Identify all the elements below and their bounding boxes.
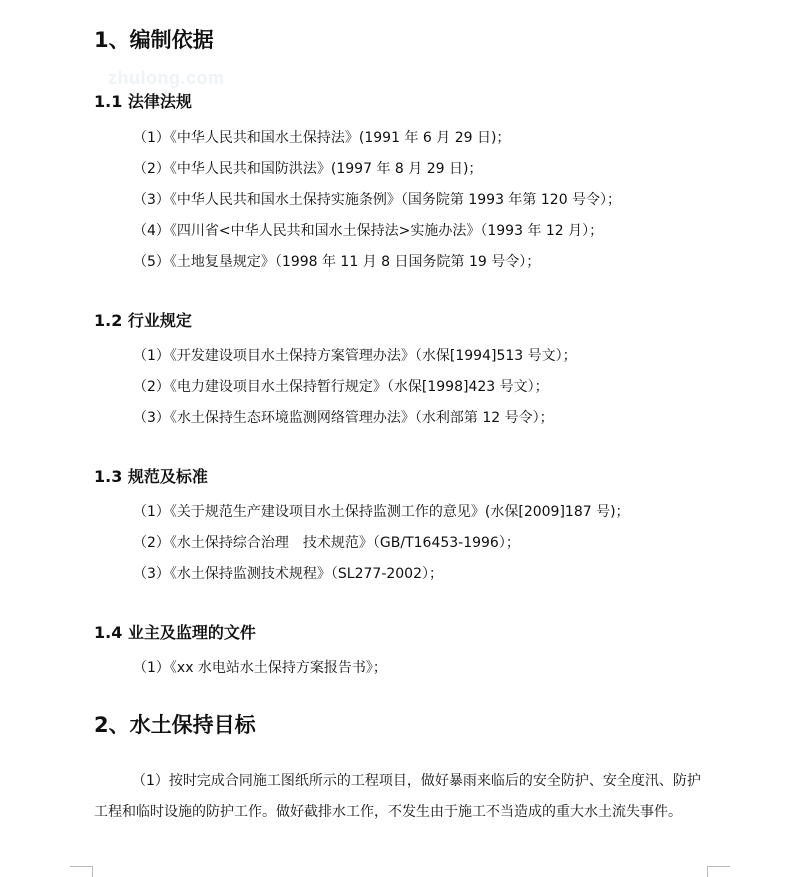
list-item: （1）《中华人民共和国水土保持法》(1991 年 6 月 29 日)； <box>133 130 511 146</box>
list-item: （3）《水土保持监测技术规程》（SL277-2002）； <box>133 566 443 582</box>
subsection-1-1-heading: 1.1 法律法规 <box>94 92 192 111</box>
list-item: （2）《水土保持综合治理 技术规范》（GB/T16453-1996）； <box>133 535 520 551</box>
subsection-1-3-heading: 1.3 规范及标准 <box>94 467 208 486</box>
list-item: （2）《中华人民共和国防洪法》(1997 年 8 月 29 日)； <box>133 161 483 177</box>
list-item: （4）《四川省<中华人民共和国水土保持法>实施办法》（1993 年 12 月）； <box>133 223 604 239</box>
body-paragraph: （1）按时完成合同施工图纸所示的工程项目，做好暴雨来临后的安全防护、安全度汛、防护工程和临时设施的防护工作。做好截排水工作，不发生由于施工不当造成的重大水土流失事件。 <box>94 773 701 820</box>
list-item: （5）《土地复垦规定》（1998 年 11 月 8 日国务院第 19 号令）； <box>133 254 541 270</box>
subsection-1-4-heading: 1.4 业主及监理的文件 <box>94 623 256 642</box>
subsection-1-2-heading: 1.2 行业规定 <box>94 311 192 330</box>
section-1-heading: 1、编制依据 <box>94 28 214 52</box>
list-item: （1）《xx 水电站水土保持方案报告书》； <box>133 660 387 676</box>
page-corner-mark-left <box>70 866 93 877</box>
page-corner-mark-right <box>707 866 730 877</box>
list-item: （1）《关于规范生产建设项目水土保持监测工作的意见》(水保[2009]187 号)； <box>133 504 630 520</box>
list-item: （3）《中华人民共和国水土保持实施条例》（国务院第 1993 年第 120 号令）； <box>133 192 622 208</box>
list-item: （1）《开发建设项目水土保持方案管理办法》（水保[1994]513 号文）； <box>133 348 577 364</box>
watermark: zhulong.com <box>108 68 225 88</box>
section-2-heading: 2、水土保持目标 <box>94 713 256 737</box>
list-item: （3）《水土保持生态环境监测网络管理办法》（水利部第 12 号令）； <box>133 410 554 426</box>
list-item: （2）《电力建设项目水土保持暂行规定》（水保[1998]423 号文）； <box>133 379 549 395</box>
